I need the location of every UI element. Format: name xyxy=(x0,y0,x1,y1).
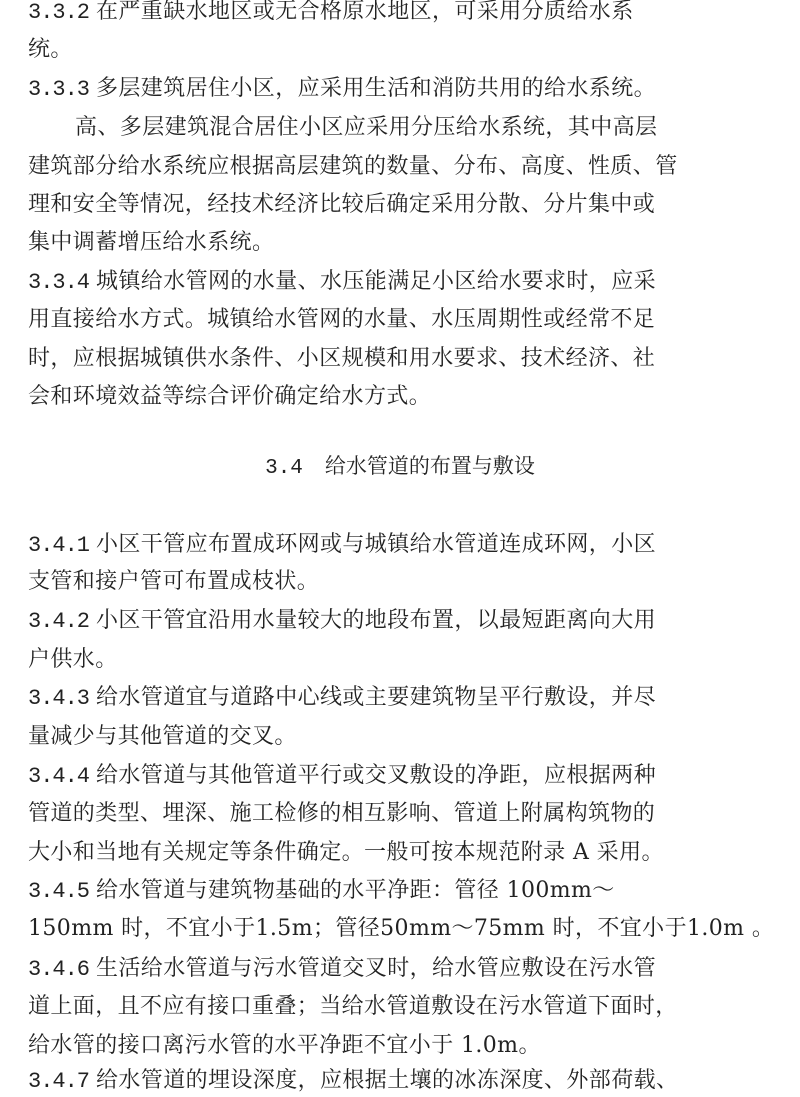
clause-text: 给水管道与其他管道平行或交叉敷设的净距，应根据两种 xyxy=(96,763,657,788)
clause-text-line: 户供水。 xyxy=(28,647,118,672)
clause-3-4-6 xyxy=(28,954,748,984)
clause-3-4-7 xyxy=(28,1066,748,1096)
clause-3-3-3 xyxy=(28,74,748,104)
clause-number: 3.4.3 xyxy=(28,686,90,711)
clause-number: 3.4.1 xyxy=(28,533,90,558)
clause-3-4-5 xyxy=(28,876,748,906)
clause-3-4-4 xyxy=(28,761,748,791)
clause-text-line: 道上面，且不应有接口重叠；当给水管道敷设在污水管道下面时， xyxy=(28,994,678,1019)
clause-text-line: 给水管的接口离污水管的水平净距不宜小于 1.0m。 xyxy=(28,1033,541,1058)
clause-3-3-4 xyxy=(28,267,748,297)
paragraph-line: 高、多层建筑混合居住小区应采用分压给水系统，其中高层 xyxy=(75,115,658,140)
clause-text: 给水管道与建筑物基础的水平净距：管径 100mm～ xyxy=(96,878,615,903)
clause-text-line: 时，应根据城镇供水条件、小区规模和用水要求、技术经济、社 xyxy=(28,346,656,371)
section-number: 3.4 xyxy=(265,457,303,480)
clause-text: 生活给水管道与污水管道交叉时，给水管应敷设在污水管 xyxy=(96,956,657,981)
clause-text-line: 会和环境效益等综合评价确定给水方式。 xyxy=(28,384,432,409)
clause-text: 多层建筑居住小区，应采用生活和消防共用的给水系统。 xyxy=(96,76,657,101)
clause-number: 3.3.2 xyxy=(28,0,90,25)
clause-3-4-2 xyxy=(28,606,748,636)
clause-text: 城镇给水管网的水量、水压能满足小区给水要求时，应采 xyxy=(96,269,657,294)
clause-number: 3.4.5 xyxy=(28,879,90,904)
clause-text: 给水管道的埋设深度，应根据土壤的冰冻深度、外部荷载、 xyxy=(96,1068,679,1093)
clause-text-line: 管道的类型、埋深、施工检修的相互影响、管道上附属构筑物的 xyxy=(28,801,656,826)
clause-text: 给水管道宜与道路中心线或主要建筑物呈平行敷设，并尽 xyxy=(96,685,657,710)
clause-3-4-1 xyxy=(28,530,748,560)
clause-text: 小区干管应布置成环网或与城镇给水管道连成环网，小区 xyxy=(96,532,657,557)
clause-3-3-2 xyxy=(28,0,748,27)
paragraph-line: 理和安全等情况，经技术经济比较后确定采用分散、分片集中或 xyxy=(28,192,656,217)
clause-text-line: 大小和当地有关规定等条件确定。一般可按本规范附录 A 采用。 xyxy=(28,840,664,865)
clause-number: 3.4.7 xyxy=(28,1069,90,1094)
clause-text-line: 统。 xyxy=(28,37,73,62)
section-title: 给水管道的布置与敷设 xyxy=(324,454,535,478)
clause-text: 小区干管宜沿用水量较大的地段布置，以最短距离向大用 xyxy=(96,608,657,633)
clause-text-line: 量减少与其他管道的交叉。 xyxy=(28,724,297,749)
clause-number: 3.4.6 xyxy=(28,957,90,982)
clause-number: 3.4.2 xyxy=(28,609,90,634)
clause-text-line: 150mm 时，不宜小于1.5m；管径50mm～75mm 时，不宜小于1.0m 。 xyxy=(28,916,775,941)
paragraph-line: 建筑部分给水系统应根据高层建筑的数量、分布、高度、性质、管 xyxy=(28,154,678,179)
clause-3-4-3 xyxy=(28,683,748,713)
clause-number: 3.3.4 xyxy=(28,270,90,295)
clause-number: 3.3.3 xyxy=(28,77,90,102)
clause-text: 在严重缺水地区或无合格原水地区，可采用分质给水系 xyxy=(96,0,634,24)
section-heading xyxy=(0,451,800,484)
clause-text-line: 支管和接户管可布置成枝状。 xyxy=(28,569,320,594)
clause-number: 3.4.4 xyxy=(28,764,90,789)
paragraph-line: 集中调蓄增压给水系统。 xyxy=(28,230,275,255)
clause-text-line: 用直接给水方式。城镇给水管网的水量、水压周期性或经常不足 xyxy=(28,307,656,332)
